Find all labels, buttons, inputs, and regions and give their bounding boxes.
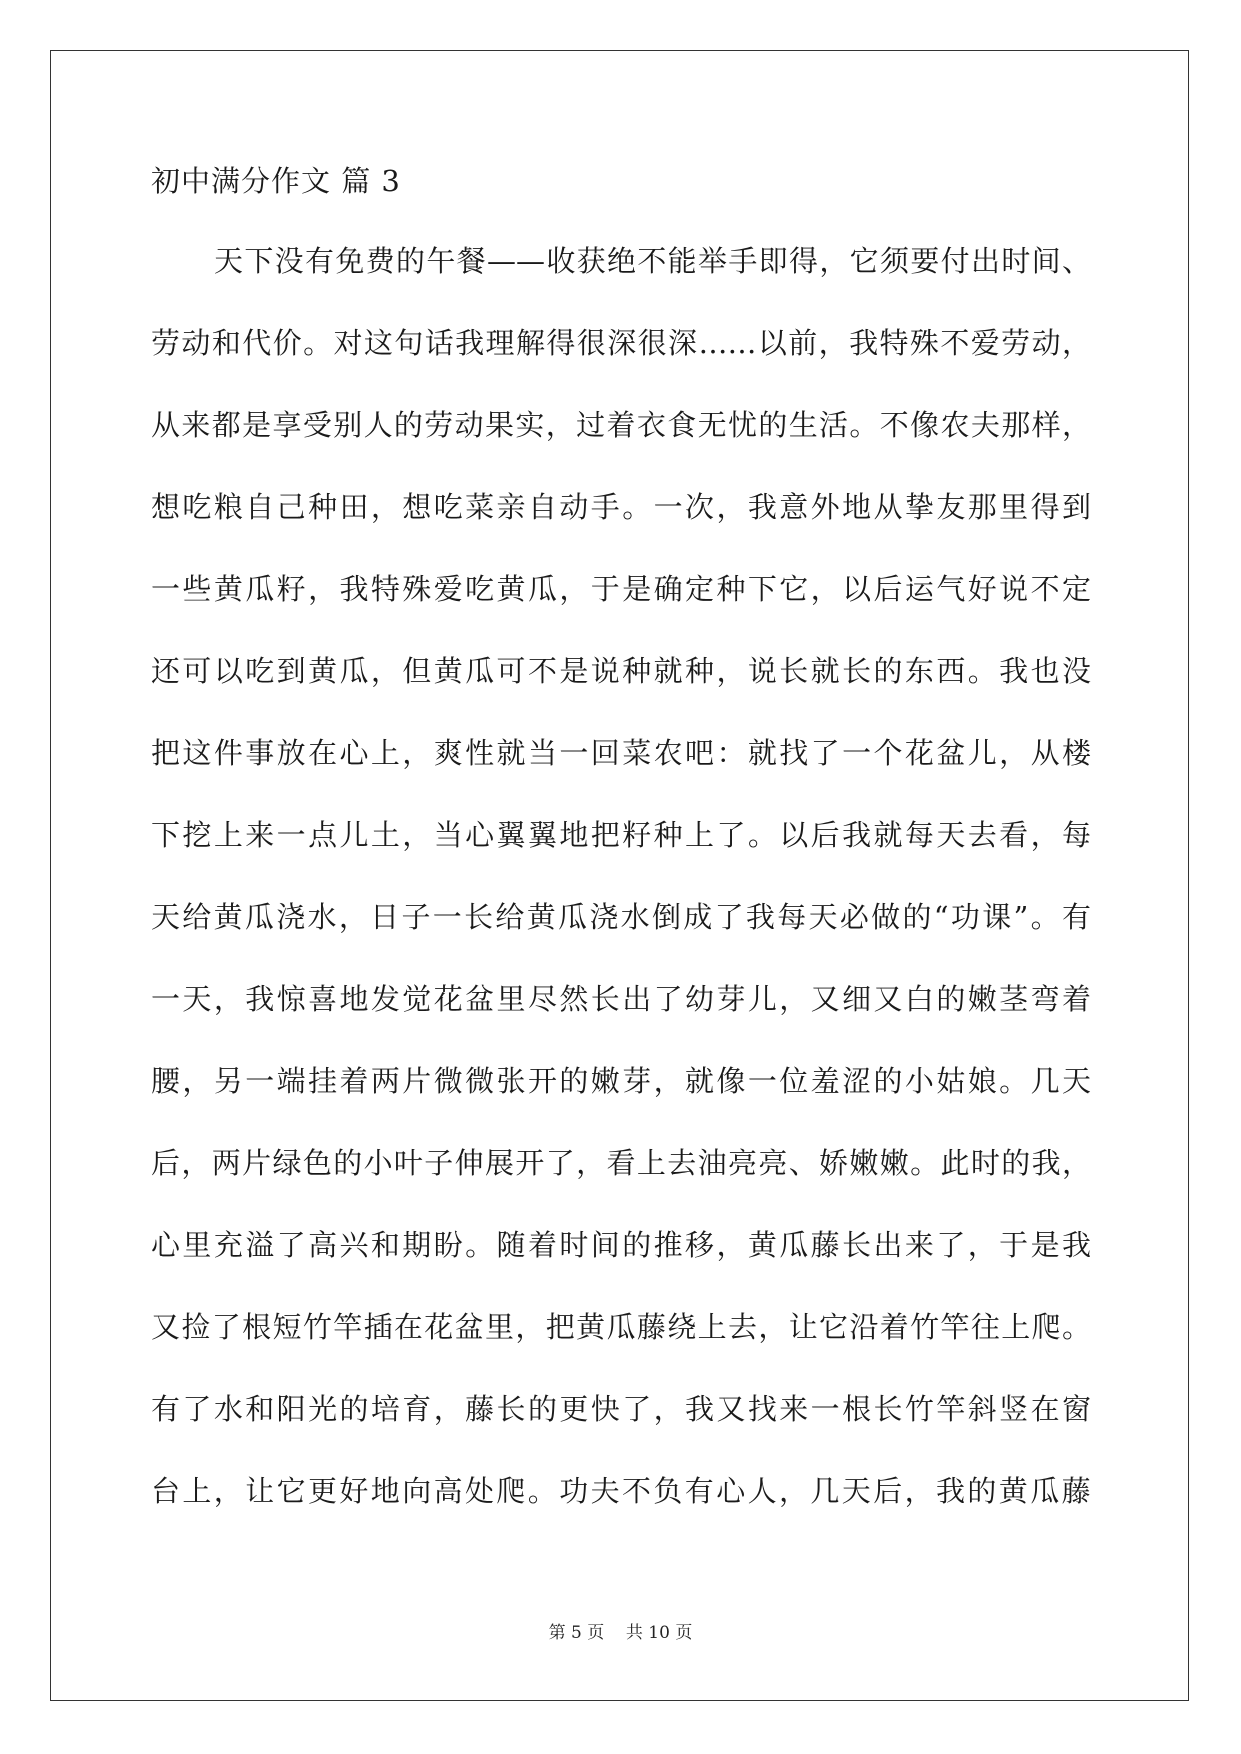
- text-line: 天下没有免费的午餐——收获绝不能举手即得，它须要付出时间、: [214, 244, 1091, 278]
- text-line: 有了水和阳光的培育，藤长的更快了，我又找来一根长竹竿斜竖在窗: [151, 1392, 1091, 1426]
- text-line: 一天，我惊喜地发觉花盆里尽然长出了幼芽儿，又细又白的嫩茎弯着: [151, 982, 1091, 1016]
- text-line: 一些黄瓜籽，我特殊爱吃黄瓜，于是确定种下它，以后运气好说不定: [151, 572, 1091, 606]
- text-line: 后，两片绿色的小叶子伸展开了，看上去油亮亮、娇嫩嫩。此时的我，: [151, 1146, 1091, 1180]
- text-line: 还可以吃到黄瓜，但黄瓜可不是说种就种，说长就长的东西。我也没: [151, 654, 1091, 688]
- text-line: 从来都是享受别人的劳动果实，过着衣食无忧的生活。不像农夫那样，: [151, 408, 1091, 442]
- text-line: 天给黄瓜浇水，日子一长给黄瓜浇水倒成了我每天必做的“功课”。有: [151, 900, 1091, 934]
- text-line: 想吃粮自己种田，想吃菜亲自动手。一次，我意外地从挚友那里得到: [151, 490, 1091, 524]
- text-line: 下挖上来一点儿土，当心翼翼地把籽种上了。以后我就每天去看，每: [151, 818, 1091, 852]
- text-line: 劳动和代价。对这句话我理解得很深很深……以前，我特殊不爱劳动，: [151, 326, 1091, 360]
- text-line: 心里充溢了高兴和期盼。随着时间的推移，黄瓜藤长出来了，于是我: [151, 1228, 1091, 1262]
- text-line: 台上，让它更好地向高处爬。功夫不负有心人，几天后，我的黄瓜藤: [151, 1474, 1094, 1508]
- page-number-footer: 第 5 页 共 10 页: [548, 1623, 693, 1643]
- text-line: 又捡了根短竹竿插在花盆里，把黄瓜藤绕上去，让它沿着竹竿往上爬。: [151, 1310, 1091, 1344]
- text-line: 腰，另一端挂着两片微微张开的嫩芽，就像一位羞涩的小姑娘。几天: [151, 1064, 1091, 1098]
- text-line: 把这件事放在心上，爽性就当一回菜农吧：就找了一个花盆儿，从楼: [151, 736, 1091, 770]
- document-body: [151, 164, 1094, 1558]
- essay-title: 初中满分作文 篇 3: [151, 164, 401, 198]
